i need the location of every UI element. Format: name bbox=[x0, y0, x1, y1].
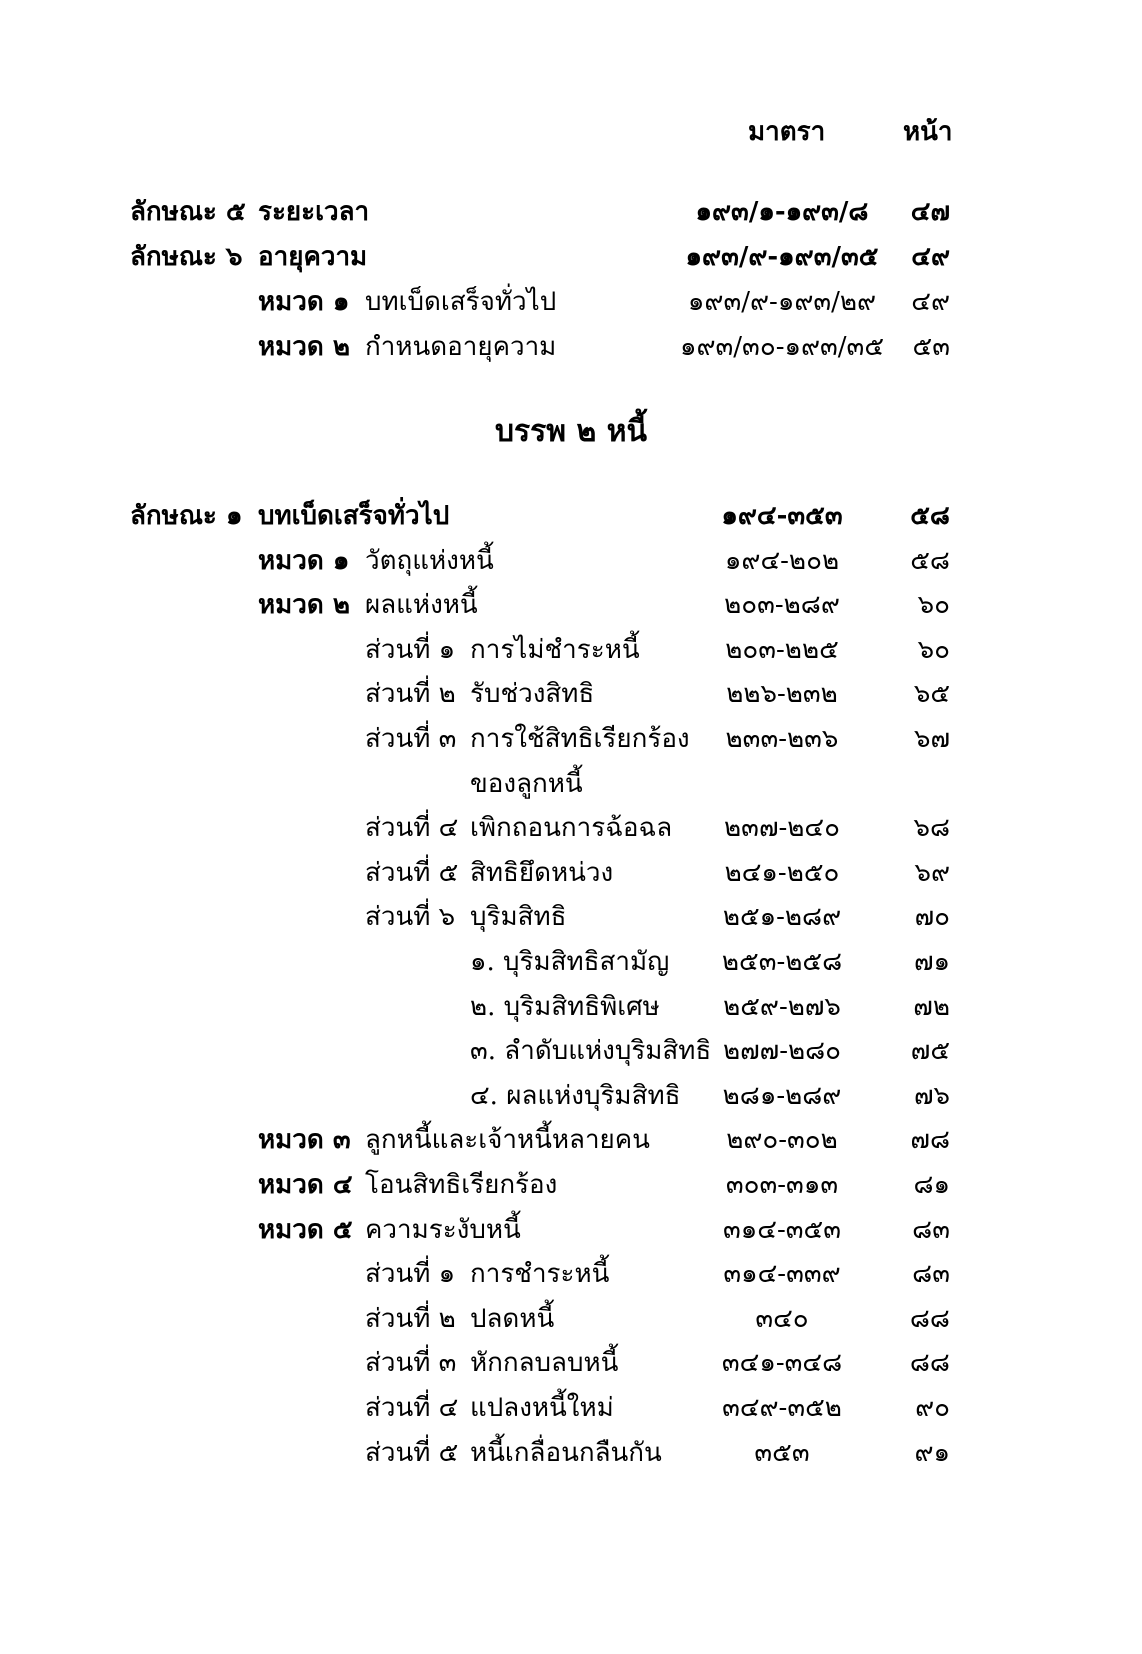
toc-entry-title: การไม่ชำระหนี้ bbox=[470, 634, 640, 665]
toc-entry-label: ส่วนที่ ๓ bbox=[365, 1348, 457, 1379]
toc-entry-label: ส่วนที่ ๒ bbox=[365, 679, 456, 710]
toc-entry bbox=[0, 1252, 1142, 1296]
toc-entry-page: ๖๙ bbox=[914, 857, 950, 888]
toc-entry-page: ๖๕ bbox=[913, 679, 950, 710]
toc-entry-title: วัตถุแห่งหนี้ bbox=[365, 545, 494, 576]
toc-entry bbox=[0, 672, 1142, 716]
toc-entry bbox=[0, 190, 1142, 234]
toc-entry-sections: ๒๔๑-๒๕๐ bbox=[724, 857, 840, 888]
toc-entry-label: ส่วนที่ ๕ bbox=[365, 1437, 459, 1468]
toc-entry bbox=[0, 1431, 1142, 1475]
toc-entry-title: ความระงับหนี้ bbox=[365, 1214, 521, 1245]
toc-entry-label: ลักษณะ ๖ bbox=[130, 242, 243, 272]
toc-entry bbox=[0, 762, 1142, 806]
toc-entry-sections: ๒๘๑-๒๘๙ bbox=[722, 1080, 842, 1111]
toc-entry-title: ๒. บุริมสิทธิพิเศษ bbox=[470, 991, 660, 1022]
section-column-header: มาตรา bbox=[748, 117, 826, 147]
toc-entry-page: ๗๒ bbox=[913, 991, 950, 1022]
toc-entry bbox=[0, 1118, 1142, 1162]
toc-entry-label: ส่วนที่ ๑ bbox=[365, 1259, 456, 1290]
toc-entry-page: ๖๗ bbox=[913, 724, 950, 754]
toc-entry-sections: ๒๓๓-๒๓๖ bbox=[725, 724, 839, 754]
toc-entry-label: หมวด ๕ bbox=[258, 1214, 353, 1245]
toc-entry-sections: ๑๙๔-๒๐๒ bbox=[724, 545, 840, 576]
toc-entry bbox=[0, 940, 1142, 984]
toc-entry-label: ลักษณะ ๑ bbox=[130, 501, 243, 531]
toc-entry-sections: ๓๔๐ bbox=[755, 1303, 809, 1334]
toc-entry-title: โอนสิทธิเรียกร้อง bbox=[365, 1170, 558, 1200]
toc-entry-page: ๖๐ bbox=[917, 590, 950, 621]
toc-entry-title: หักกลบลบหนี้ bbox=[470, 1348, 619, 1379]
toc-entry bbox=[0, 235, 1142, 279]
toc-entry-label: หมวด ๔ bbox=[258, 1170, 353, 1200]
toc-entry-sections: ๒๐๓-๒๘๙ bbox=[724, 590, 840, 621]
toc-entry-sections: ๑๙๓/๙-๑๙๓/๓๕ bbox=[685, 242, 879, 272]
toc-entry bbox=[0, 494, 1142, 538]
toc-entry-label: หมวด ๑ bbox=[258, 287, 350, 317]
toc-entry-label: ส่วนที่ ๓ bbox=[365, 724, 457, 754]
toc-entry bbox=[0, 985, 1142, 1029]
toc-entry-page: ๙๐ bbox=[915, 1393, 950, 1423]
toc-entry-title: ผลแห่งหนี้ bbox=[365, 590, 478, 621]
toc-entry-label: หมวด ๒ bbox=[258, 590, 350, 621]
toc-entry-label: ส่วนที่ ๒ bbox=[365, 1303, 456, 1334]
toc-entry-title: เพิกถอนการฉ้อฉล bbox=[470, 813, 673, 844]
toc-entry-title: ระยะเวลา bbox=[258, 197, 370, 227]
toc-entry-title: แปลงหนี้ใหม่ bbox=[470, 1393, 614, 1423]
toc-entry-page: ๘๘ bbox=[909, 1348, 950, 1379]
toc-entry bbox=[0, 1208, 1142, 1252]
toc-entry-label: ส่วนที่ ๔ bbox=[365, 813, 459, 844]
toc-entry-sections: ๒๒๖-๒๓๒ bbox=[726, 679, 838, 710]
toc-entry bbox=[0, 1029, 1142, 1073]
toc-entry-sections: ๒๕๓-๒๕๘ bbox=[721, 947, 843, 977]
toc-entry-page: ๗๘ bbox=[910, 1125, 950, 1156]
toc-entry-page: ๔๙ bbox=[911, 287, 950, 317]
toc-entry bbox=[0, 1163, 1142, 1207]
toc-entry-title: ๓. ลำดับแห่งบุริมสิทธิ bbox=[470, 1036, 712, 1067]
toc-entry-page: ๗๑ bbox=[913, 947, 950, 977]
toc-entry-title: บทเบ็ดเสร็จทั่วไป bbox=[258, 501, 450, 531]
toc-entry-title: ปลดหนี้ bbox=[470, 1303, 555, 1334]
toc-entry-sections: ๑๙๓/๓๐-๑๙๓/๓๕ bbox=[679, 332, 885, 362]
toc-entry bbox=[0, 1386, 1142, 1430]
toc-entry bbox=[0, 1341, 1142, 1385]
toc-entry bbox=[0, 1074, 1142, 1118]
toc-entry bbox=[0, 280, 1142, 324]
toc-entry-page: ๔๗ bbox=[910, 197, 950, 227]
toc-entry-label: หมวด ๑ bbox=[258, 545, 350, 576]
toc-entry-title: หนี้เกลื่อนกลืนกัน bbox=[470, 1437, 662, 1468]
toc-entry-sections: ๓๑๔-๓๓๙ bbox=[723, 1259, 841, 1290]
toc-entry-title: การชำระหนี้ bbox=[470, 1259, 610, 1290]
toc-entry-label: หมวด ๒ bbox=[258, 332, 350, 362]
toc-entry-page: ๖๐ bbox=[917, 634, 950, 665]
toc-entry-sections: ๑๙๔-๓๕๓ bbox=[721, 501, 843, 531]
toc-entry-page: ๗๐ bbox=[914, 902, 950, 933]
toc-entry-page: ๘๑ bbox=[913, 1170, 950, 1200]
toc-entry-sections: ๑๙๓/๙-๑๙๓/๒๙ bbox=[687, 287, 877, 317]
toc-entry-title: บุริมสิทธิ bbox=[470, 902, 567, 933]
toc-entry bbox=[0, 1297, 1142, 1341]
toc-entry-title: รับช่วงสิทธิ bbox=[470, 679, 595, 710]
page-column-header: หน้า bbox=[903, 117, 953, 147]
toc-entry-label: ส่วนที่ ๖ bbox=[365, 902, 456, 933]
toc-entry-page: ๗๕ bbox=[910, 1036, 950, 1067]
toc-entry-page: ๗๖ bbox=[913, 1080, 950, 1111]
toc-entry bbox=[0, 628, 1142, 672]
toc-entry-sections: ๒๓๗-๒๔๐ bbox=[724, 813, 840, 844]
toc-entry-title: กำหนดอายุความ bbox=[365, 332, 557, 362]
toc-entry bbox=[0, 806, 1142, 850]
toc-entry-title: อายุความ bbox=[258, 242, 368, 272]
toc-entry-label: ส่วนที่ ๑ bbox=[365, 634, 456, 665]
toc-entry-sections: ๒๕๑-๒๘๙ bbox=[722, 902, 842, 933]
toc-entry-sections: ๒๐๓-๒๒๕ bbox=[725, 634, 839, 665]
book-heading: บรรพ ๒ หนี้ bbox=[495, 414, 647, 449]
toc-entry-title: การใช้สิทธิเรียกร้อง bbox=[470, 724, 690, 754]
toc-entry bbox=[0, 539, 1142, 583]
toc-entry-title: ลูกหนี้และเจ้าหนี้หลายคน bbox=[365, 1125, 650, 1156]
toc-entry-label: หมวด ๓ bbox=[258, 1125, 351, 1156]
toc-entry-label: ส่วนที่ ๔ bbox=[365, 1393, 459, 1423]
column-header-row bbox=[0, 110, 1142, 154]
toc-entry-page: ๘๘ bbox=[909, 1303, 950, 1334]
toc-entry-sections: ๓๔๙-๓๕๒ bbox=[722, 1393, 842, 1423]
toc-entry-title: ๑. บุริมสิทธิสามัญ bbox=[470, 947, 670, 977]
toc-entry-page: ๕๘ bbox=[910, 545, 950, 576]
toc-entry-page: ๙๑ bbox=[914, 1437, 950, 1468]
toc-entry-page: ๘๓ bbox=[912, 1214, 950, 1245]
toc-entry-page: ๔๙ bbox=[911, 242, 950, 272]
toc-entry-page: ๘๓ bbox=[912, 1259, 950, 1290]
toc-entry-label: ส่วนที่ ๕ bbox=[365, 857, 459, 888]
toc-entry-page: ๕๘ bbox=[910, 501, 950, 531]
toc-entry bbox=[0, 325, 1142, 369]
toc-entry-page: ๕๓ bbox=[912, 332, 950, 362]
toc-entry-sections: ๒๙๐-๓๐๒ bbox=[726, 1125, 838, 1156]
toc-entry-page: ๖๘ bbox=[913, 813, 950, 844]
toc-entry-sections: ๒๕๙-๒๗๖ bbox=[723, 991, 841, 1022]
toc-entry bbox=[0, 583, 1142, 627]
toc-entry-sections: ๓๕๓ bbox=[754, 1437, 810, 1468]
toc-entry-title: ๔. ผลแห่งบุริมสิทธิ bbox=[470, 1080, 681, 1111]
toc-entry-label: ลักษณะ ๕ bbox=[130, 197, 246, 227]
toc-entry-title: บทเบ็ดเสร็จทั่วไป bbox=[365, 287, 557, 317]
toc-entry-sections: ๑๙๓/๑-๑๙๓/๘ bbox=[695, 197, 869, 227]
toc-entry-sections: ๓๑๔-๓๕๓ bbox=[723, 1214, 841, 1245]
toc-entry-title: ของลูกหนี้ bbox=[470, 768, 583, 799]
toc-entry-sections: ๒๗๗-๒๘๐ bbox=[722, 1036, 842, 1067]
toc-entry-title: สิทธิยึดหน่วง bbox=[470, 857, 614, 888]
toc-entry bbox=[0, 851, 1142, 895]
toc-entry-sections: ๓๐๓-๓๑๓ bbox=[725, 1170, 839, 1200]
toc-entry bbox=[0, 895, 1142, 939]
toc-entry bbox=[0, 717, 1142, 761]
toc-entry-sections: ๓๔๑-๓๔๘ bbox=[721, 1348, 843, 1379]
